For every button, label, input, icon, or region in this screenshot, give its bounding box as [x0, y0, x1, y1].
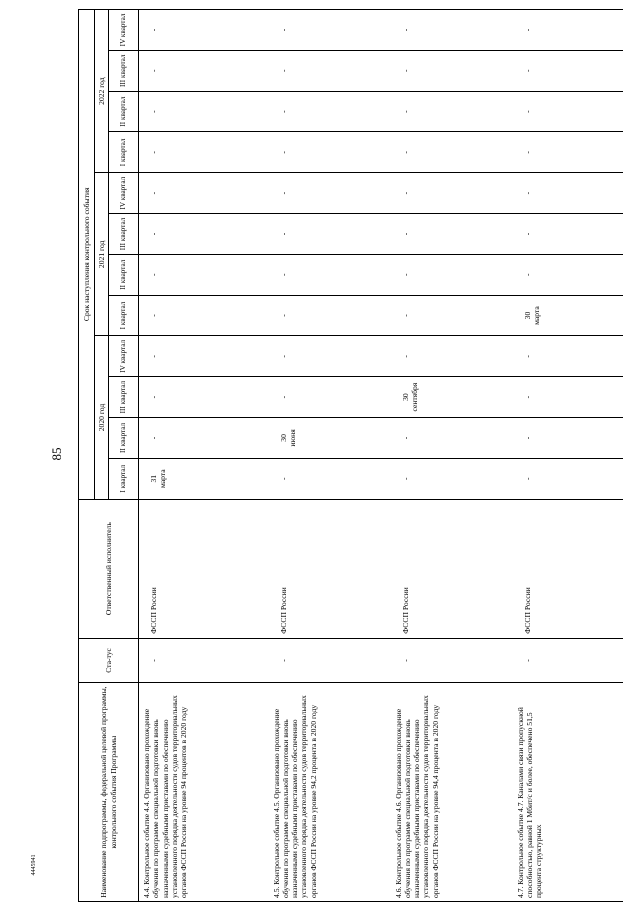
- dash-mark: -: [400, 477, 410, 480]
- deadline-empty: [391, 295, 513, 336]
- header-quarter: III квартал: [109, 377, 139, 418]
- deadline-empty: [139, 173, 269, 214]
- deadline-empty: [391, 91, 513, 132]
- dash-mark: -: [278, 110, 288, 113]
- deadline-date: [391, 377, 513, 418]
- dash-mark: -: [522, 110, 532, 113]
- dash-mark: -: [278, 395, 288, 399]
- deadline-empty: [391, 50, 513, 91]
- header-quarter: II квартал: [109, 254, 139, 295]
- deadline-empty: [513, 50, 623, 91]
- dash-mark: -: [278, 191, 288, 195]
- deadline-empty: [513, 336, 623, 377]
- dash-mark: -: [400, 69, 410, 73]
- deadline-empty: [391, 132, 513, 173]
- deadline-empty: [139, 418, 269, 459]
- deadline-month: июня: [287, 429, 297, 447]
- dash-mark: -: [522, 191, 532, 195]
- deadline-day: 30: [522, 311, 532, 320]
- page-number: 85: [49, 447, 64, 461]
- deadline-empty: [139, 295, 269, 336]
- deadline-empty: [269, 173, 391, 214]
- deadline-day: 30: [278, 434, 288, 442]
- dash-mark: -: [278, 28, 288, 32]
- deadline-empty: [513, 91, 623, 132]
- header-deadline: Срок наступления контрольного события: [79, 10, 95, 500]
- control-events-table: [78, 9, 623, 902]
- deadline-empty: [269, 295, 391, 336]
- event-status: -: [513, 638, 623, 683]
- event-status: -: [269, 638, 391, 683]
- dash-mark: -: [522, 232, 532, 236]
- deadline-empty: [513, 377, 623, 418]
- dash-mark: -: [400, 28, 410, 32]
- deadline-empty: [269, 10, 391, 51]
- header-year: 2022 год: [95, 10, 109, 173]
- event-executor: ФССП России: [391, 499, 513, 638]
- header-executor: Ответственный исполнитель: [79, 499, 139, 638]
- dash-mark: -: [522, 477, 532, 480]
- event-status: -: [391, 638, 513, 683]
- deadline-empty: [269, 91, 391, 132]
- dash-mark: -: [400, 151, 410, 154]
- deadline-empty: [513, 418, 623, 459]
- header-quarter: II квартал: [109, 91, 139, 132]
- event-executor: ФССП России: [269, 499, 391, 638]
- header-year: 2021 год: [95, 173, 109, 336]
- table-row: [391, 10, 513, 902]
- deadline-empty: [513, 10, 623, 51]
- deadline-empty: [139, 91, 269, 132]
- document-id: 4445941: [31, 854, 37, 876]
- header-year: 2020 год: [95, 336, 109, 499]
- deadline-date: [513, 295, 623, 336]
- dash-mark: -: [149, 151, 158, 154]
- deadline-empty: [269, 214, 391, 255]
- header-quarter: IV квартал: [109, 336, 139, 377]
- header-quarter: IV квартал: [109, 173, 139, 214]
- deadline-empty: [269, 458, 391, 499]
- dash-mark: -: [278, 355, 288, 358]
- dash-mark: -: [522, 151, 532, 154]
- deadline-day: 31: [149, 474, 158, 483]
- table-row: [269, 10, 391, 902]
- deadline-month: марта: [531, 306, 541, 325]
- dash-mark: -: [149, 355, 158, 358]
- event-name: 4.7. Контрольное событие 4.7. Каналами связи пропускной способностью, равной 1 Мбит/с и более, обеспечено 51,5 процента структурных: [513, 683, 623, 902]
- header-quarter: I квартал: [109, 458, 139, 499]
- dash-mark: -: [522, 436, 532, 440]
- dash-mark: -: [149, 395, 158, 399]
- header-quarter: I квартал: [109, 132, 139, 173]
- deadline-empty: [391, 254, 513, 295]
- header-status: Ста-тус: [79, 638, 139, 683]
- dash-mark: -: [522, 355, 532, 358]
- dash-mark: -: [522, 28, 532, 32]
- dash-mark: -: [278, 151, 288, 154]
- deadline-empty: [513, 458, 623, 499]
- dash-mark: -: [149, 273, 158, 276]
- deadline-empty: [391, 336, 513, 377]
- dash-mark: -: [400, 232, 410, 236]
- deadline-empty: [391, 458, 513, 499]
- dash-mark: -: [149, 436, 158, 440]
- deadline-empty: [139, 336, 269, 377]
- deadline-empty: [139, 214, 269, 255]
- deadline-empty: [513, 254, 623, 295]
- deadline-empty: [139, 132, 269, 173]
- dash-mark: -: [149, 69, 158, 73]
- deadline-date: [139, 458, 269, 499]
- deadline-empty: [139, 254, 269, 295]
- deadline-empty: [391, 418, 513, 459]
- deadline-month: марта: [158, 469, 168, 489]
- dash-mark: -: [522, 273, 532, 276]
- dash-mark: -: [149, 28, 158, 32]
- deadline-empty: [139, 10, 269, 51]
- dash-mark: -: [149, 232, 158, 236]
- header-quarter: I квартал: [109, 295, 139, 336]
- deadline-empty: [391, 10, 513, 51]
- event-executor: ФССП России: [513, 499, 623, 638]
- deadline-empty: [513, 173, 623, 214]
- dash-mark: -: [278, 314, 288, 317]
- event-name: 4.4. Контрольное событие 4.4. Организовано прохождение обучения по программе специальной подготовки вновь назначенными судебными приставами по обеспечению установленного порядка деятельности судов территориальных органов ФССП России на уровне 94 процентов в 2020 году: [139, 683, 269, 902]
- dash-mark: -: [400, 273, 410, 276]
- deadline-day: 30: [400, 393, 410, 401]
- dash-mark: -: [400, 110, 410, 113]
- header-quarter: II квартал: [109, 418, 139, 459]
- event-name: 4.5. Контрольное событие 4.5. Организовано прохождение обучения по программе специальной подготовки вновь назначенными судебными приставами по обеспечению установленного порядка деятельности судов территориальных органов ФССП России на уровне 94,2 процента в 2020 году: [269, 683, 391, 902]
- header-quarter: III квартал: [109, 214, 139, 255]
- deadline-date: [269, 418, 391, 459]
- header-quarter: IV квартал: [109, 10, 139, 51]
- deadline-month: сентября: [409, 382, 419, 412]
- dash-mark: -: [149, 314, 158, 317]
- dash-mark: -: [278, 273, 288, 276]
- event-executor: ФССП России: [139, 499, 269, 638]
- dash-mark: -: [278, 232, 288, 236]
- header-name: Наименование подпрограммы, федеральной целевой программы, контрольного события Программы: [79, 683, 139, 902]
- deadline-empty: [269, 132, 391, 173]
- deadline-empty: [139, 377, 269, 418]
- table-row: [139, 10, 269, 902]
- dash-mark: -: [522, 395, 532, 399]
- deadline-empty: [269, 336, 391, 377]
- dash-mark: -: [400, 436, 410, 440]
- dash-mark: -: [278, 477, 288, 480]
- deadline-empty: [269, 254, 391, 295]
- dash-mark: -: [522, 69, 532, 73]
- rotated-page-content: [78, 9, 638, 902]
- deadline-empty: [269, 377, 391, 418]
- dash-mark: -: [400, 191, 410, 195]
- dash-mark: -: [400, 314, 410, 317]
- deadline-empty: [269, 50, 391, 91]
- table-row: [513, 10, 623, 902]
- dash-mark: -: [400, 355, 410, 358]
- dash-mark: -: [278, 69, 288, 73]
- dash-mark: -: [149, 191, 158, 195]
- event-name: 4.6. Контрольное событие 4.6. Организовано прохождение обучения по программе специальной подготовки вновь назначенными судебными приставами по обеспечению установленного порядка деятельности судов территориальных органов ФССП России на уровне 94,4 процента в 2020 году: [391, 683, 513, 902]
- deadline-empty: [391, 214, 513, 255]
- deadline-empty: [139, 50, 269, 91]
- dash-mark: -: [149, 110, 158, 113]
- event-status: -: [139, 638, 269, 683]
- deadline-empty: [513, 132, 623, 173]
- deadline-empty: [513, 214, 623, 255]
- header-quarter: III квартал: [109, 50, 139, 91]
- deadline-empty: [391, 173, 513, 214]
